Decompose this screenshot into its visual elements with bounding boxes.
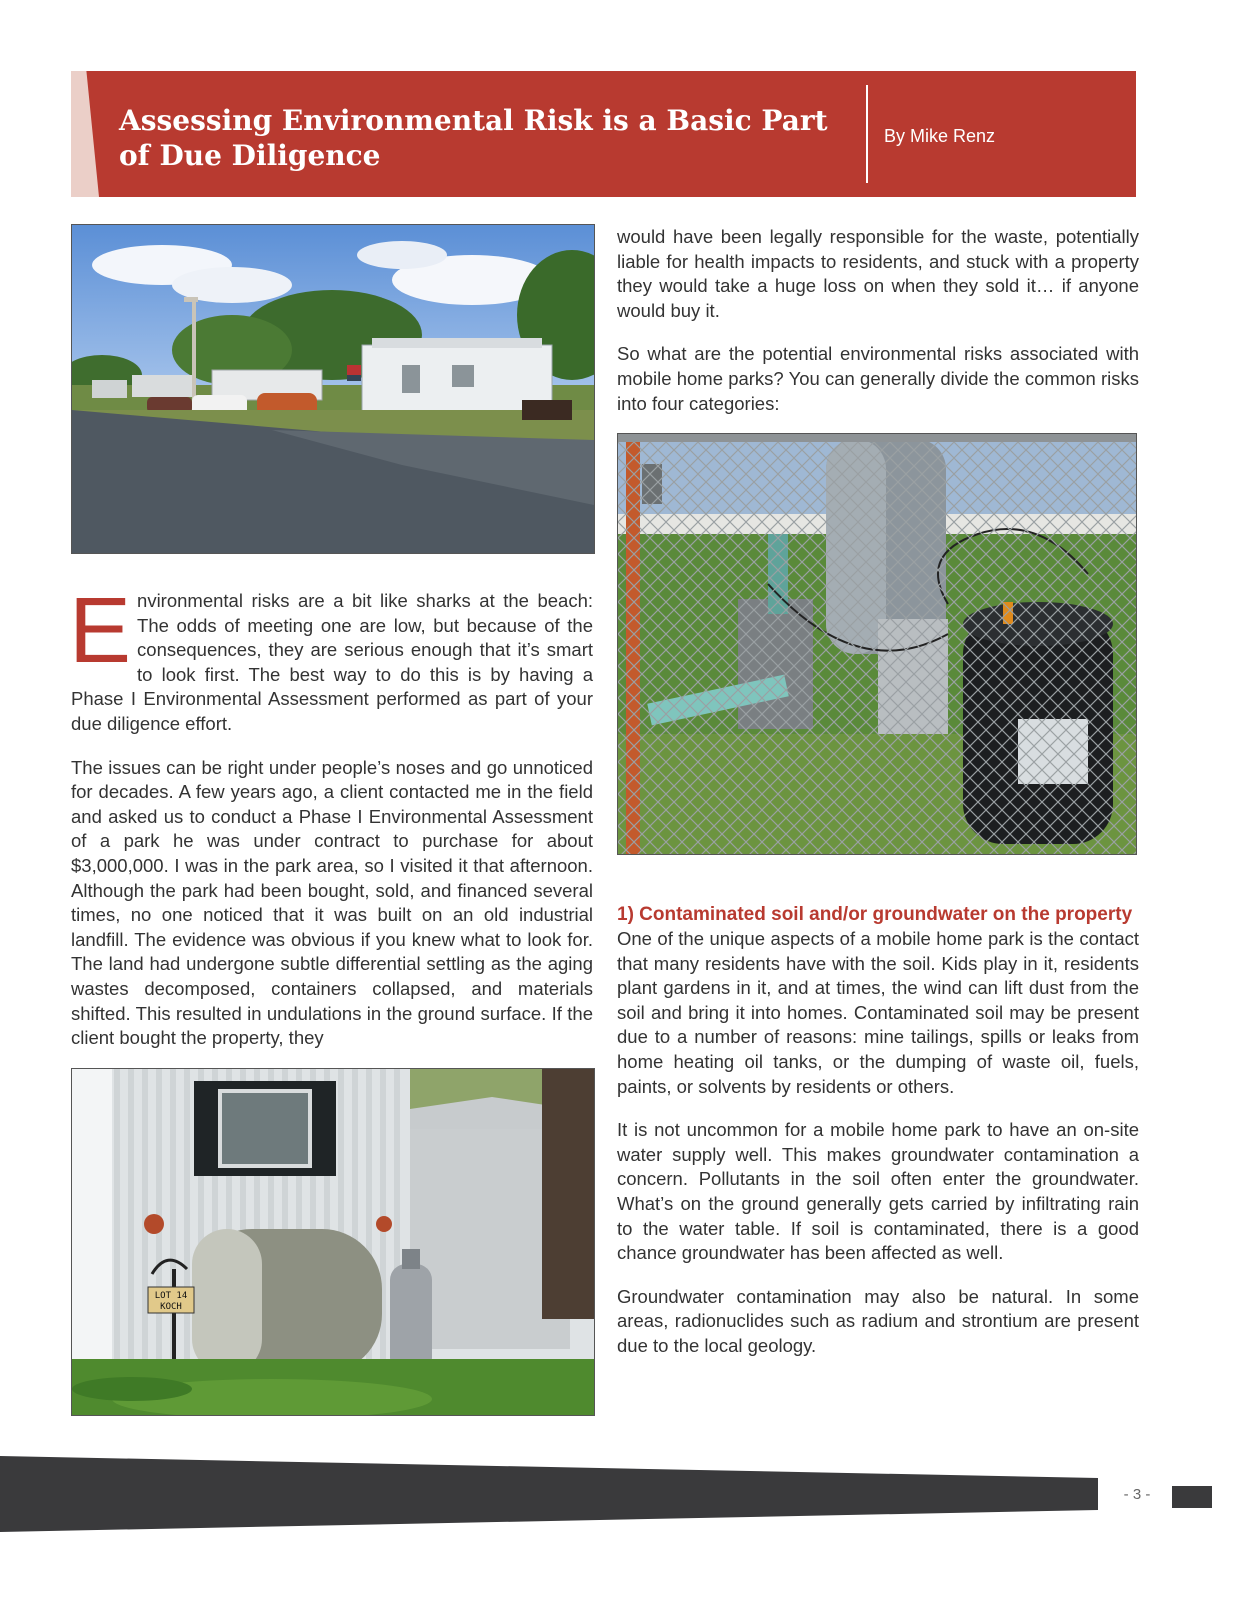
footer-band (0, 1448, 1236, 1538)
footer-corner-block (1172, 1486, 1212, 1508)
header-accent-tab (71, 71, 99, 197)
left-column-text (69, 578, 593, 1070)
groundwater-well-paragraph: It is not uncommon for a mobile home park to have an on-site water supply well. This makes groundwater contamination a concern. Pollutants in the soil often enter the groundwater. What’s on the ground generally gets carried by infiltrating rain to the water table. If soil is contaminated, there is a good chance groundwater has been affected as well. (617, 1119, 1139, 1264)
lot-sign-line-1: LOT 14 (154, 1291, 188, 1301)
section-heading-contaminated-soil: 1) Contaminated soil and/or groundwater on the property (617, 904, 1133, 925)
heating-oil-tank-photo (71, 1068, 595, 1416)
intro-paragraph: Environmental risks are a bit like sharks at the beach: The odds of meeting one are low, but because of the consequences, they are serious enough that it’s smart to look first. The best way to do this is by having a Phase I Environmental Assessment performed as part of your due diligence effort. (69, 578, 593, 734)
risk-categories-intro: So what are the potential environmental risks associated with mobile home parks? You can generally divide the common risks into four categories: (617, 343, 1139, 414)
page-number: - 3 - (1123, 1486, 1151, 1503)
soil-contact-paragraph: One of the unique aspects of a mobile home park is the contact that many residents have with the soil. Kids play in it, residents plant gardens in it, and at times, the wind can lift dust from the soil and bring it into homes. Contaminated soil may be present due to a number of reasons: mine tailings, spills or leaks from home heating oil tanks, or the dumping of waste oil, fuels, paints, or solvents by residents or others. (617, 928, 1139, 1097)
article-title: Assessing Environmental Risk is a Basic Part of Due Diligence (119, 104, 828, 172)
header-divider (866, 85, 868, 183)
article-byline: By Mike Renz (884, 126, 996, 146)
well-pressure-tank-photo (617, 433, 1137, 855)
continuation-paragraph: would have been legally responsible for the waste, potentially liable for health impacts to residents, and stuck with a property they would take a huge loss on when they sold it… if anyone would buy it. (617, 226, 1139, 321)
right-column-lower-text (617, 902, 1139, 1378)
lot-sign-line-2: KOCH (160, 1302, 182, 1312)
landfill-story-paragraph: The issues can be right under people’s noses and go unnoticed for decades. A few years ago, a client contacted me in the field and asked us to conduct a Phase I Environmental Assessment of a park he was under contract to purchase for about $3,000,000. I was in the park area, so I visited it that afternoon. Although the park had been bought, sold, and financed several times, no one noticed that it was built on an old industrial landfill. The evidence was obvious if you knew what to look for. The land had undergone subtle differential settling as the aging wastes decomposed, containers collapsed, and materials shifted. This resulted in undulations in the ground surface. If the client bought the property, they (71, 756, 593, 1049)
article-header (71, 71, 1136, 197)
natural-contamination-paragraph: Groundwater contamination may also be natural. In some areas, radionuclides such as radium and strontium are present due to the local geology. (617, 1285, 1139, 1356)
drop-cap: E (69, 578, 132, 682)
right-column-upper-text (617, 225, 1139, 435)
mobile-home-street-photo (71, 224, 595, 554)
